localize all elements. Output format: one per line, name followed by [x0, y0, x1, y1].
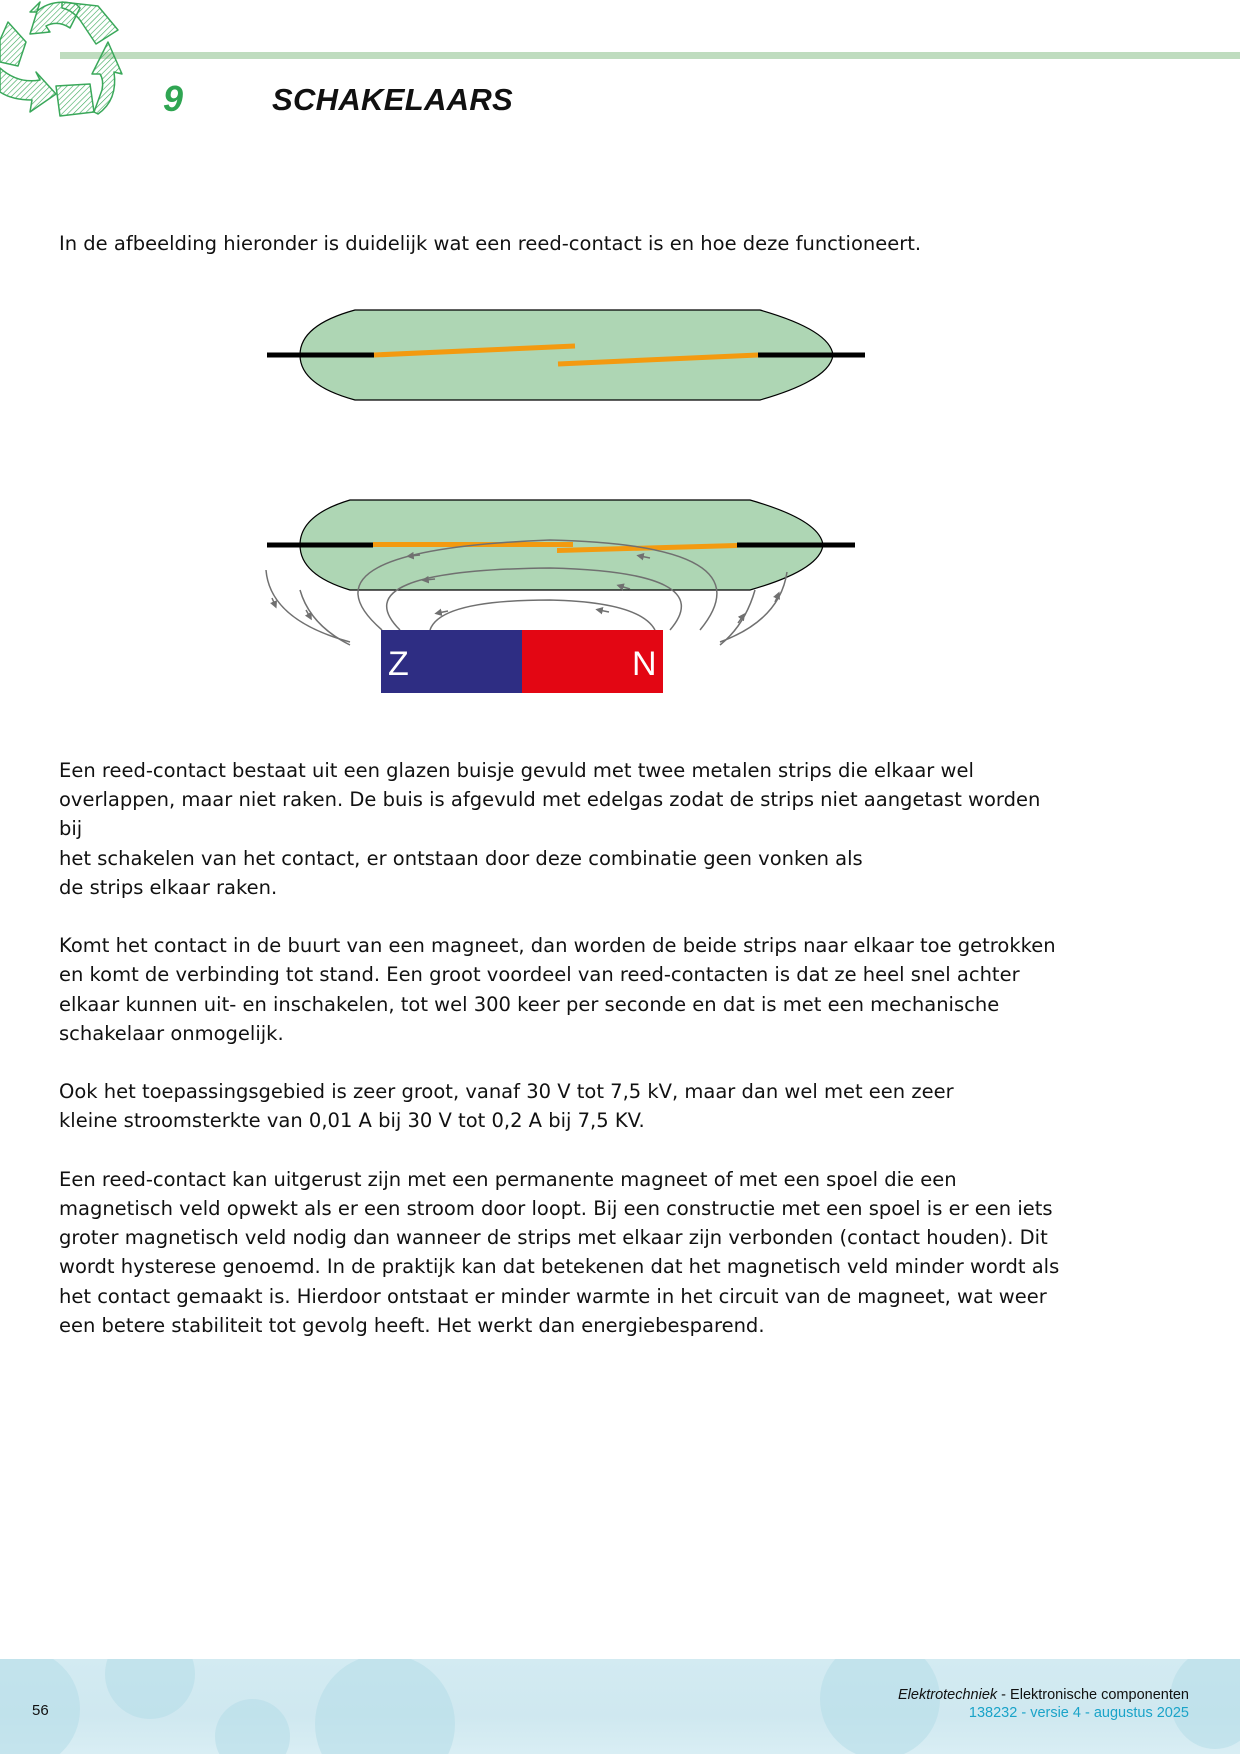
- field-line-arrow: [438, 611, 448, 613]
- field-line: [430, 600, 655, 630]
- recycle-arrows-icon: [0, 0, 140, 118]
- paragraph: Ook het toepassingsgebied is zeer groot, vanaf 30 V tot 7,5 kV, maar dan wel met een zeer kleine stroomsterkte van 0,01 A bij 30 V tot 0,2 A bij 7,5 KV.: [59, 1080, 954, 1133]
- chapter-title: SCHAKELAARS: [272, 82, 513, 117]
- paragraph: Komt het contact in de buurt van een magneet, dan worden de beide strips naar elkaar toe getrokken en komt de verbinding tot stand. Een groot voordeel van reed-contacten is dat ze heel snel achter elkaar kunnen uit- en inschakelen, tot wel 300 keer per seconde en dat is met een mechanische schakelaar onmogelijk.: [59, 934, 1056, 1045]
- footer-version: 138232 - versie 4 - augustus 2025: [968, 1705, 1189, 1721]
- field-line-arrow: [425, 579, 435, 580]
- footer-module: Elektronische componenten: [1010, 1687, 1189, 1703]
- field-line-outer: [720, 590, 755, 645]
- footer-title-line: [898, 1686, 1189, 1704]
- magnet-south-label: Z: [388, 645, 409, 683]
- chapter-number: 9: [163, 78, 184, 119]
- paragraph: Een reed-contact kan uitgerust zijn met een permanente magneet of met een spoel die een magnetisch veld opwekt als er een stroom door loopt. Bij een constructie met een spoel is er een iets groter magnetisch veld nodig dan wanneer de strips met elkaar zijn verbonden (contact houden). Dit wordt hysterese genoemd. In de praktijk kan dat betekenen dat het magnetisch veld minder wordt als het contact gemaakt is. Hierdoor ontstaat er minder warmte in het circuit van de magneet, wat weer een betere stabiliteit tot gevolg heeft. Het werkt dan energiebesparend.: [59, 1167, 1060, 1337]
- footer-separator: -: [997, 1687, 1011, 1703]
- body-text: [59, 756, 1069, 1369]
- footer-subject: Elektrotechniek: [898, 1687, 998, 1703]
- magnet-north-label: N: [632, 645, 657, 683]
- reed-strip-left: [373, 542, 573, 547]
- decorative-bubble: [215, 1699, 290, 1754]
- reed-contact-open-diagram: [260, 300, 880, 410]
- intro-text: In de afbeelding hieronder is duidelijk wat een reed-contact is en hoe deze functioneert.: [59, 232, 922, 255]
- footer-info: [898, 1686, 1189, 1722]
- reed-contact-magnet-diagram: [250, 490, 870, 700]
- paragraph: Een reed-contact bestaat uit een glazen buisje gevuld met twee metalen strips die elkaar wel overlappen, maar niet raken. De buis is afgevuld met edelgas zodat de strips niet aangetast worden bij het schakelen van het contact, er ontstaan door deze combinatie geen vonken als de strips elkaar raken.: [59, 759, 1041, 899]
- header-rule: [60, 52, 1240, 59]
- field-line-outer: [300, 590, 350, 645]
- decorative-bubble: [315, 1659, 455, 1754]
- decorative-bubble: [105, 1659, 195, 1719]
- field-line-arrow: [410, 555, 420, 556]
- page-footer: [0, 1659, 1240, 1754]
- page-number: 56: [32, 1702, 49, 1719]
- field-line-arrow: [599, 610, 609, 612]
- field-line-arrow: [272, 598, 275, 605]
